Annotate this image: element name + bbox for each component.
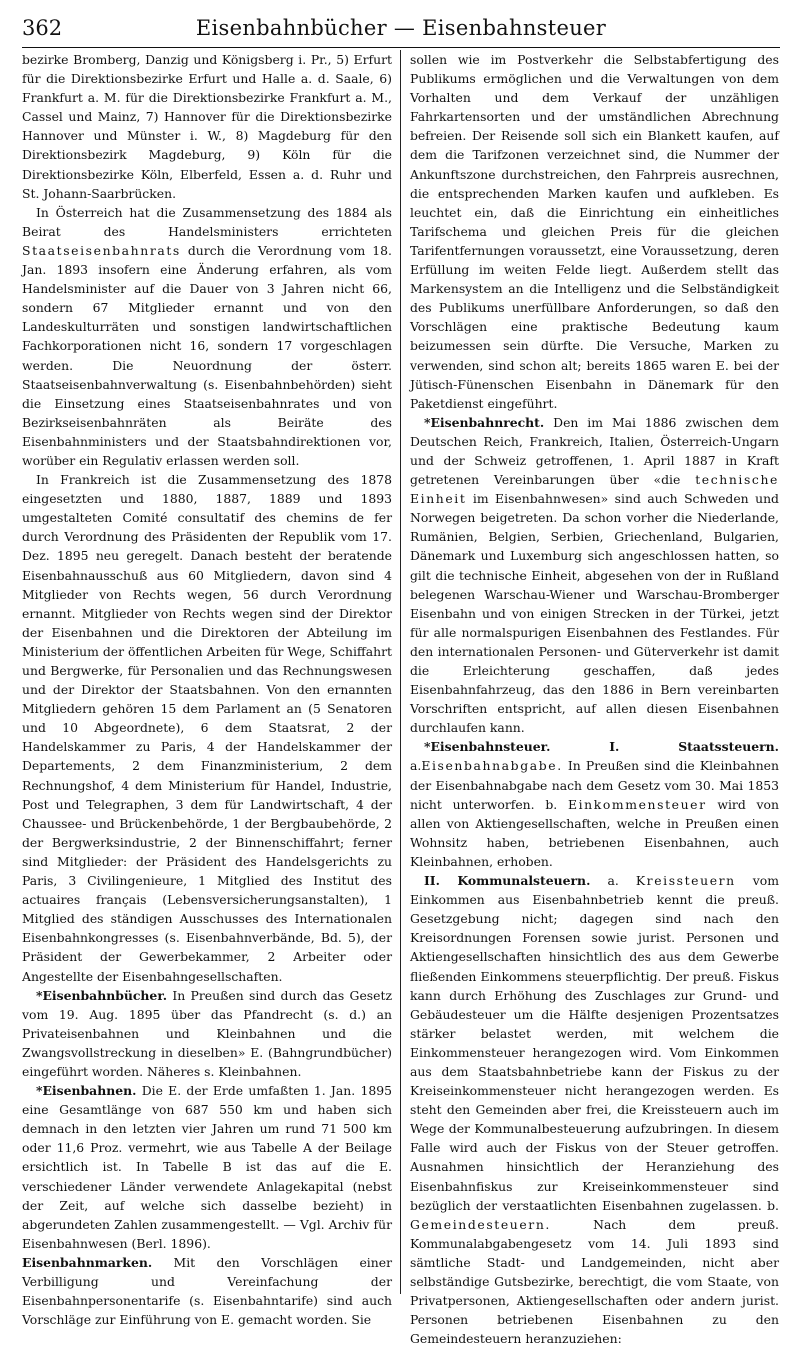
section-heading: II. Kommunalsteuern. (424, 873, 591, 889)
entry-eisenbahnsteuer: *Eisenbahnsteuer. I. Staatssteuern. a.Eisenbahnabgabe. In Preußen sind die Kleinbahnen der Eisenbahnabgabe nach dem Gesetz vom 30. Mai 1853 nicht unterworfen. b. Einkommensteuer wird von allen von Aktiengesellschaften, welche in Preußen einen Wohnsitz haben, betriebenen Eisenbahnen, auch Kleinbahnen, erhoben. (410, 739, 779, 869)
entry-eisenbahnbuecher: *Eisenbahnbücher. In Preußen sind durch das Gesetz vom 19. Aug. 1895 über das Pfandrecht (s. d.) an Privateisenbahnen und Kleinbahnen und die Zwangsvollstreckung in dieselben» E. (Bahngrundbücher) eingeführt worden. Näheres s. Kleinbahnen. (22, 987, 392, 1079)
paragraph-continuation: bezirke Bromberg, Danzig und Königsberg i. Pr., 5) Erfurt für die Direktionsbezirke Erfurt und Halle a. d. Saale, 6) Frankfurt a. M. für die Direktionsbezirke Frankfurt a. M., Cassel und Mainz, 7) Hannover für die Direktionsbezirke Hannover und Münster i. W., 8) Magdeburg für den Direktionsbezirk Magdeburg, 9) Köln für die Direktionsbezirke Köln, Elberfeld, Essen a. d. Ruhr und St. Johann-Saarbrücken. (22, 52, 392, 201)
section-kommunalsteuern: II. Kommunalsteuern. a. Kreissteuern vom Einkommen aus Eisenbahnbetrieb kennt die preuß. Gesetzgebung nicht; dagegen sind nach den Kreisordnungen Forensen sowie jurist. Personen und Aktiengesellschaften hinsichtlich des aus dem Gewerbe fließenden Einkommens steuerpflichtig. Der preuß. Fiskus kann durch Erhöhung des Zuschlages zur Grund- und Gebäudesteuer um die Hälfte desjenigen Prozentsatzes stärker belastet werden, mit welchem die Einkommensteuer herangezogen wird. Vom Einkommen aus dem Staatsbahnbetriebe kann der Fiskus zu der Kreiseinkommensteuer nicht herangezogen werden. Es steht den Gemeinden aber frei, die Kreissteuern auch im Wege der Kommunalbesteuerung aufzubringen. In diesem Falle wird auch der Fiskus von der Steuer getroffen. Ausnahmen hinsichtlich der Heranziehung des Eisenbahnfiskus zur Kreiseinkommensteuer sind bezüglich der verstaatlichten Eisenbahnen zugelassen. b. Gemeindesteuern. Nach dem preuß. Kommunalabgabengesetz vom 14. Juli 1893 sind sämtliche Stadt- und Landgemeinden, nicht aber selbständige Gutsbezirke, berechtigt, die vom Staate, von Privatpersonen, Aktiengesellschaften oder andern jurist. Personen betriebenen Eisenbahnen zu den Gemeindesteuern heranzuziehen: (410, 873, 779, 1347)
paragraph-frankreich: In Frankreich ist die Zusammensetzung des 1878 eingesetzten und 1880, 1887, 1889 und 1893 umgestalteten Comité consultatif des chemins de fer durch Verordnung des Präsidenten der Republik vom 17. Dez. 1895 neu geregelt. Danach besteht der beratende Eisenbahnausschuß aus 60 Mitgliedern, davon sind 4 Mitglieder von Rechts wegen, 56 durch Verordnung ernannt. Mitglieder von Rechts wegen sind der Direktor der Eisenbahnen und die Direktoren der Abteilung im Ministerium der öffentlichen Arbeiten für Wege, Schiffahrt und Bergwerke, für Personalien und das Rechnungswesen und der Direktor der Staatsbahnen. Von den ernannten Mitgliedern gehören 15 dem Parlament an (5 Senatoren und 10 Abgeordnete), 6 dem Staatsrat, 2 der Handelskammer zu Paris, 4 der Handelskammer der Departements, 2 dem Finanzministerium, 2 dem Rechnungshof, 4 dem Ministerium für Handel, Industrie, Post und Telegraphen, 3 dem für Landwirtschaft, 4 der Chaussee- und Brückenbehörde, 1 der Bergbaubehörde, 2 der Bergwerksindustrie, 2 der Binnenschiffahrt; ferner sind Mitglieder: der Präsident des Handelsgerichts zu Paris, 3 Civilingenieure, 1 Mitglied des Institut des actuaires français (Lebensversicherungsanstalten), 1 Mitglied des ständigen Ausschusses des Internationalen Eisenbahnkongresses (s. Eisenbahnverbände, Bd. 5), der Präsident der Gewerbekammer, 2 Arbeiter oder Angestellte der Eisenbahngesellschaften. (22, 472, 392, 984)
entry-heading: *Eisenbahnen. (36, 1083, 137, 1099)
entry-heading: *Eisenbahnsteuer. I. Staatssteuern. (424, 739, 779, 755)
left-column (22, 50, 400, 1328)
entry-eisenbahnmarken: Eisenbahnmarken. Mit den Vorschlägen einer Verbilligung und Vereinfachung der Eisenbahnpersonentarife (s. Eisenbahntarife) sind auch Vorschläge zur Einführung von E. gemacht worden. Sie (22, 1254, 392, 1328)
right-column (401, 50, 779, 1347)
entry-heading: Eisenbahnmarken. (22, 1254, 153, 1270)
header-rule (22, 47, 780, 48)
entry-heading: *Eisenbahnbücher. (36, 987, 168, 1003)
text-columns (22, 50, 780, 1347)
running-title: Eisenbahnbücher — Eisenbahnsteuer (195, 16, 607, 40)
page-number: 362 (22, 16, 63, 40)
paragraph-oesterreich: In Österreich hat die Zusammensetzung des 1884 als Beirat des Handelsministers errichteten Staatseisenbahnrats durch die Verordnung vom 18. Jan. 1893 insofern eine Änderung erfahren, als vom Handelsminister auf die Dauer von 3 Jahren nicht 66, sondern 67 Mitglieder ernannt und von den Landeskulturräten und sonstigen landwirtschaftlichen Fachkorporationen nicht 16, sondern 17 vorgeschlagen werden. Die Neuordnung der österr. Staatseisenbahnverwaltung (s. Eisenbahnbehörden) sieht die Einsetzung eines Staatseisenbahnrates und von Bezirkseisenbahnräten als Beiräte des Eisenbahnministers und der Staatsbahndirektionen vor, worüber ein Regulativ erlassen werden soll. (22, 204, 392, 468)
page-header (22, 6, 780, 50)
paragraph-continuation: sollen wie im Postverkehr die Selbstabfertigung des Publikums ermöglichen und die Verwaltungen von dem Vorhalten und dem Verkauf der unzähligen Fahrkartensorten und der umständlichen Abrechnung befreien. Der Reisende soll sich ein Blankett kaufen, auf dem die Tarifzonen verzeichnet sind, die Nummer der Ankunftszone durchstreichen, den Fahrpreis ausrechnen, die entsprechenden Marken kaufen und aufkleben. Es leuchtet ein, daß die Einrichtung ein einheitliches Tarifschema und gleichen Preis für die gleichen Tarifentfernungen voraussetzt, eine Voraussetzung, deren Erfüllung im weiten Felde liegt. Außerdem stellt das Markensystem an die Intelligenz und die Selbständigkeit des Publikums unerfüllbare Anforderungen, so daß den Vorschlägen eine praktische Bedeutung kaum beizumessen sein dürfte. Die Versuche, Marken zu verwenden, sind schon alt; bereits 1865 waren E. bei der Jütisch-Fünenschen Eisenbahn in Dänemark für den Paketdienst eingeführt. (410, 52, 779, 411)
entry-eisenbahnrecht: *Eisenbahnrecht. Den im Mai 1886 zwischen dem Deutschen Reich, Frankreich, Italien, Österreich-Ungarn und der Schweiz getroffenen, 1. April 1887 in Kraft getretenen Vereinbarungen über «die technische Einheit im Eisenbahnwesen» sind auch Schweden und Norwegen beigetreten. Da schon vorher die Niederlande, Rumänien, Belgien, Serbien, Griechenland, Bulgarien, Dänemark und Luxemburg sich angeschlossen hatten, so gilt die technische Einheit, abgesehen von der in Rußland belegenen Warschau-Wiener und Warschau-Bromberger Eisenbahn und von einigen Strecken in der Türkei, jetzt für alle normalspurigen Eisenbahnen des Festlandes. Für den internationalen Personen- und Güterverkehr ist damit die Erleichterung geschaffen, daß jedes Eisenbahnfahrzeug, das den 1886 in Bern vereinbarten Vorschriften entspricht, auf allen diesen Eisenbahnen durchlaufen kann. (410, 414, 779, 736)
entry-eisenbahnen: *Eisenbahnen. Die E. der Erde umfaßten 1. Jan. 1895 eine Gesamtlänge von 687 550 km und haben sich demnach in den letzten vier Jahren um rund 71 500 km oder 11,6 Proz. vermehrt, wie aus Tabelle A der Beilage ersichtlich ist. In Tabelle B ist das auf die E. verschiedener Länder verwendete Anlagekapital (nebst der Zeit, auf welche sich dasselbe bezieht) in abgerundeten Zahlen zusammengestellt. — Vgl. Archiv für Eisenbahnwesen (Berl. 1896). (22, 1083, 392, 1251)
entry-heading: *Eisenbahnrecht. (424, 414, 545, 430)
